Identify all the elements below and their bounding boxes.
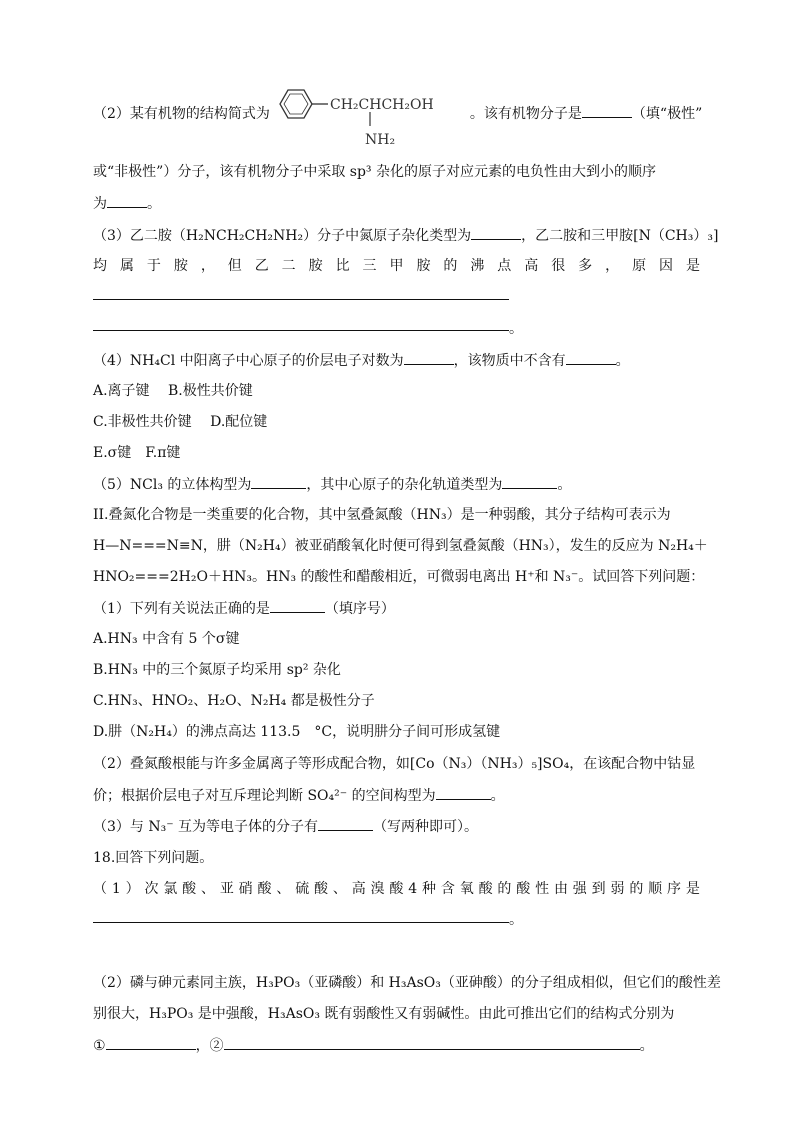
char: 胺 (173, 258, 188, 274)
answer-blank[interactable] (436, 785, 491, 800)
char: 于 (146, 258, 161, 274)
q2-text-c: （填“极性” (631, 106, 703, 122)
char: 胺 (308, 258, 323, 274)
answer-blank-2[interactable] (224, 1035, 640, 1050)
char: ） (125, 881, 140, 897)
text: 。 (615, 353, 630, 369)
char: 到 (591, 881, 606, 897)
phenyl-structure-diagram (270, 82, 465, 148)
answer-blank[interactable] (404, 350, 454, 365)
answer-blank[interactable] (582, 103, 632, 118)
char: 高 (524, 258, 539, 274)
answer-blank[interactable] (270, 598, 325, 613)
text: 为 (93, 196, 107, 212)
text: （写两种即可）。 (373, 819, 479, 835)
char: （ (93, 881, 107, 897)
p2-q3-line (93, 816, 700, 837)
text: 价；根据价层电子对互斥理论判断 SO₄²⁻ 的空间构型为 (93, 788, 436, 804)
q4-line (93, 350, 700, 371)
char: 4 (408, 881, 418, 897)
char: ， (605, 258, 620, 274)
period: 。 (509, 321, 523, 337)
char: 种 (422, 881, 437, 897)
char: 次 (144, 881, 159, 897)
part2-intro-2: H—N===N≡N，肼（N₂H₄）被亚硝酸氧化时便可得到氢叠氮酸（HN₃），发生的反应为 N₂H₄＋ (93, 538, 708, 554)
text: ，乙二胺和三甲胺[N（CH₃）₃] (521, 228, 719, 244)
char: 含 (440, 881, 455, 897)
answer-blank[interactable] (471, 225, 521, 240)
char: 、 (200, 881, 215, 897)
char: 氧 (459, 881, 474, 897)
answer-blank[interactable] (566, 350, 616, 365)
text: 。 (557, 477, 572, 493)
q18-1-justified-line (93, 879, 700, 899)
char: 均 (93, 258, 107, 274)
char: 乙 (254, 258, 269, 274)
q3-justified-line (93, 256, 700, 276)
text: （5）NCl₃ 的立体构型为 (93, 477, 252, 493)
q5-line (93, 474, 700, 495)
char: 高 (351, 881, 366, 897)
option-ef: E.σ键 F.π键 (93, 445, 181, 461)
part2-intro-3: HNO₂===2H₂O＋HN₃。HN₃ 的酸性和醋酸相近，可微弱电离出 H⁺和 N₃⁻。试回答下列问题： (93, 569, 705, 585)
answer-blank-1[interactable] (106, 1035, 196, 1050)
char: 胺 (416, 258, 431, 274)
part2-intro: II.叠氮化合物是一类重要的化合物，其中氢叠氮酸（HN₃）是一种弱酸，其分子结构可表示为 (93, 507, 671, 523)
answer-line[interactable] (93, 922, 509, 923)
text: 。 (147, 196, 161, 212)
text: ，② (195, 1038, 224, 1054)
text: （1）下列有关说法正确的是 (93, 601, 270, 617)
p2-q2-line: （2）叠氮酸根能与许多金属离子等形成配合物，如[Co（N₃）（NH₃）₅]SO₄，在该配合物中钴显 (93, 756, 696, 772)
answer-blank[interactable] (107, 193, 147, 208)
char: 是 (685, 258, 700, 274)
char: 强 (572, 881, 587, 897)
char: 序 (667, 881, 681, 897)
q2-text: （2）某有机物的结构简式为 (93, 106, 270, 122)
answer-line[interactable] (93, 330, 509, 331)
char: 、 (276, 881, 291, 897)
option-c: C.HN₃、HNO₂、H₂O、N₂H₄ 都是极性分子 (93, 693, 375, 709)
char: 是 (685, 881, 700, 897)
char: 酸 (182, 881, 197, 897)
option-ab: A.离子键 B.极性共价键 (93, 383, 253, 399)
char: 沸 (470, 258, 485, 274)
char: 很 (551, 258, 566, 274)
char: 酸 (257, 881, 272, 897)
q18-2-line-2: 别很大，H₃PO₃ 是中强酸，H₃AsO₃ 既有弱酸性又有弱碱性。由此可推出它们的结构式分别为 (93, 1006, 675, 1022)
char: 酸 (478, 881, 493, 897)
answer-blank[interactable] (251, 474, 306, 489)
char: 甲 (389, 258, 404, 274)
q2-text-b: 。该有机物分子是 (469, 106, 582, 122)
answer-blank[interactable] (318, 816, 373, 831)
text: （3）乙二胺（H₂NCH₂CH₂NH₂）分子中氮原子杂化类型为 (93, 228, 472, 244)
period: 。 (509, 912, 523, 928)
q2-answer-line (93, 193, 700, 214)
answer-line[interactable] (93, 299, 509, 300)
q3-line (93, 225, 719, 246)
text: （填序号） (324, 601, 395, 617)
structure-amine-label: NH₂ (365, 132, 396, 148)
option-a: A.HN₃ 中含有 5 个σ键 (93, 631, 240, 647)
char: 二 (281, 258, 296, 274)
text: （3）与 N₃⁻ 互为等电子体的分子有 (93, 819, 319, 835)
char: 的 (629, 881, 644, 897)
q2-continued: 或“非极性”）分子，该有机物分子中采取 sp³ 杂化的原子对应元素的电负性由大到小的顺序 (93, 164, 656, 180)
text: （4）NH₄Cl 中阳离子中心原子的价层电子对数为 (93, 353, 404, 369)
option-b: B.HN₃ 中的三个氮原子均采用 sp² 杂化 (93, 662, 341, 678)
char: 因 (659, 258, 674, 274)
char: 三 (362, 258, 377, 274)
char: 溴 (370, 881, 385, 897)
text: ，其中心原子的杂化轨道类型为 (306, 477, 503, 493)
char: 原 (632, 258, 647, 274)
p2-q2-line-2 (93, 785, 700, 806)
option-cd: C.非极性共价键 D.配位键 (93, 414, 268, 430)
char: 硫 (295, 881, 310, 897)
q18-2-line: （2）磷与砷元素同主族，H₃PO₃（亚磷酸）和 H₃AsO₃（亚砷酸）的分子组成相似，但它们的酸性差 (93, 975, 721, 991)
char: 硝 (238, 881, 253, 897)
option-d: D.肼（N₂H₄）的沸点高达 113.5 °C，说明肼分子间可形成氢键 (93, 724, 501, 740)
p2-q1-line (93, 598, 700, 619)
answer-blank[interactable] (502, 474, 557, 489)
text: 。 (639, 1038, 654, 1054)
char: 顺 (648, 881, 663, 897)
text: ① (93, 1038, 106, 1054)
char: 点 (497, 258, 512, 274)
char: 多 (578, 258, 593, 274)
char: 1 (111, 881, 121, 897)
q18-2-answer-line (93, 1035, 700, 1056)
char: 由 (553, 881, 568, 897)
char: 的 (497, 881, 512, 897)
char: 的 (443, 258, 458, 274)
text: ，该物质中不含有 (453, 353, 566, 369)
char: 属 (119, 258, 134, 274)
char: ， (200, 258, 215, 274)
char: 弱 (610, 881, 625, 897)
text: 。 (490, 788, 505, 804)
char: 酸 (314, 881, 329, 897)
char: 性 (535, 881, 550, 897)
q18-heading: 18.回答下列问题。 (93, 850, 214, 866)
char: 亚 (219, 881, 234, 897)
char: 酸 (516, 881, 531, 897)
char: 但 (227, 258, 242, 274)
char: 比 (335, 258, 350, 274)
structure-chain-label: CH₂CHCH₂OH (330, 97, 434, 113)
char: 酸 (389, 881, 404, 897)
char: 氯 (163, 881, 178, 897)
char: 、 (332, 881, 347, 897)
